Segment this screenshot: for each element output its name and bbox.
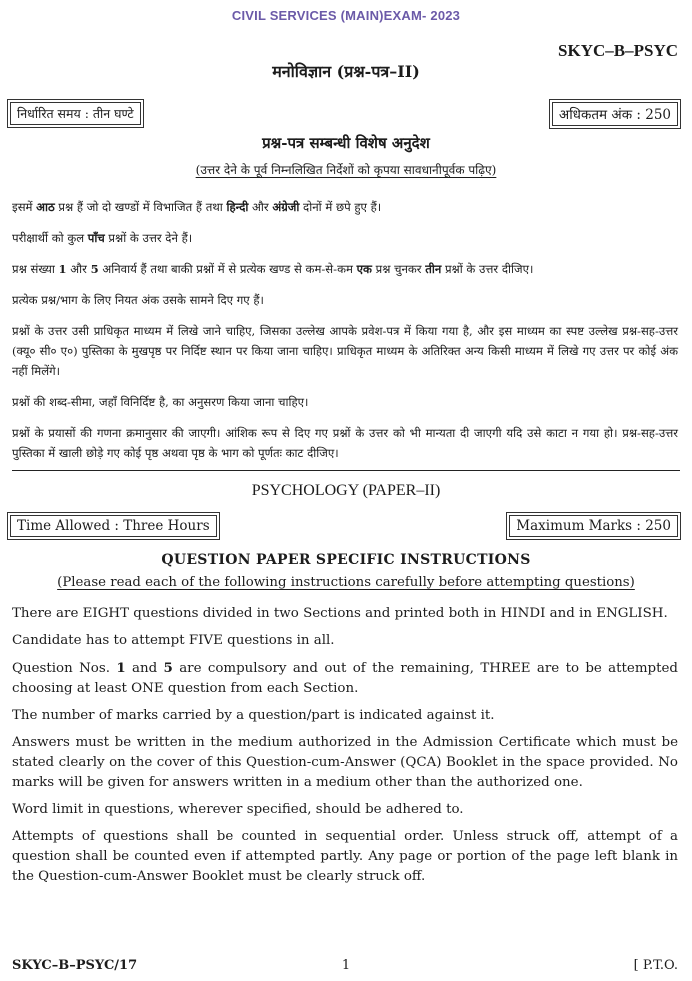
english-time-allowed-box: Time Allowed : Three Hours [10, 515, 217, 537]
hindi-instruction-3: प्रश्न संख्या 1 और 5 अनिवार्य हैं तथा बाकी प्रश्नों में से प्रत्येक खण्ड से कम-से-कम एक प्रश्न चुनकर तीन प्रश्नों के उत्तर दीजिए। [12, 262, 534, 276]
english-instruction-6: Word limit in questions, wherever specified, should be adhered to. [12, 802, 464, 817]
hindi-instructions-subheading: (उत्तर देने के पूर्व निम्नलिखित निर्देशों को कृपया सावधानीपूर्वक पढ़िए) [195, 163, 497, 177]
english-subject-title: PSYCHOLOGY (PAPER–II) [251, 482, 441, 499]
english-instruction-1: There are EIGHT questions divided in two Sections and printed both in HINDI and in ENGLISH. [12, 606, 668, 621]
section-divider [12, 470, 680, 471]
hindi-instruction-2: परीक्षार्थी को कुल पाँच प्रश्नों के उत्तर देने हैं। [12, 231, 193, 245]
english-instruction-7: Attempts of questions shall be counted in sequential order. Unless struck off, attempt of a question shall be counted even if attempted partly. Any page or portion of the page left blank in the Question-cum-Answer Booklet must be clearly struck off. [12, 829, 678, 884]
english-instruction-4: The number of marks carried by a question/part is indicated against it. [12, 708, 495, 723]
hindi-time-allowed-box: निर्धारित समय : तीन घण्टे [10, 102, 141, 125]
exam-title: CIVIL SERVICES (MAIN)EXAM- 2023 [231, 8, 461, 23]
english-instruction-3: Question Nos. 1 and 5 are compulsory and out of the remaining, THREE are to be attempted choosing at least ONE question from each Section. [12, 660, 678, 696]
hindi-max-marks-box: अधिकतम अंक : 250 [552, 102, 678, 126]
english-instruction-5: Answers must be written in the medium authorized in the Admission Certificate which must be stated clearly on the cover of this Question-cum-Answer (QCA) Booklet in the space provided. No marks will be given for answers written in a medium other than the authorized one. [12, 735, 678, 790]
hindi-instruction-4: प्रत्येक प्रश्न/भाग के लिए नियत अंक उसके सामने दिए गए हैं। [12, 293, 264, 307]
page-number: 1 [341, 958, 351, 973]
hindi-instruction-1: इसमें आठ प्रश्न हैं जो दो खण्डों में विभाजित हैं तथा हिन्दी और अंग्रेजी दोनों में छपे हुए हैं। [12, 200, 382, 214]
english-instructions-list [12, 604, 678, 894]
hindi-subject-title: मनोविज्ञान (प्रश्न-पत्र–II) [272, 62, 420, 81]
english-max-marks-box: Maximum Marks : 250 [509, 515, 678, 537]
english-instruction-2: Candidate has to attempt FIVE questions in all. [12, 633, 335, 648]
english-instructions-heading: QUESTION PAPER SPECIFIC INSTRUCTIONS [161, 552, 531, 568]
paper-code: SKYC–B–PSYC [558, 41, 678, 60]
please-turn-over: [ P.T.O. [633, 958, 678, 973]
footer-paper-code: SKYC–B–PSYC/17 [12, 958, 138, 973]
english-instructions-subheading: (Please read each of the following instructions carefully before attempting questions) [57, 575, 635, 590]
hindi-instruction-6: प्रश्नों की शब्द-सीमा, जहाँ विनिर्दिष्ट है, का अनुसरण किया जाना चाहिए। [12, 395, 309, 409]
hindi-instruction-7: प्रश्नों के प्रयासों की गणना क्रमानुसार की जाएगी। आंशिक रूप से दिए गए प्रश्नों के उत्तर को भी मान्यता दी जाएगी यदि उसे काटा न गया हो। प्रश्न-सह-उत्तर पुस्तिका में खाली छोड़े गए कोई पृष्ठ अथवा पृष्ठ के भाग को पूर्णतः काट दीजिए। [12, 426, 678, 460]
hindi-instruction-5: प्रश्नों के उत्तर उसी प्राधिकृत माध्यम में लिखे जाने चाहिए, जिसका उल्लेख आपके प्रवेश-पत्र में किया गया है, और इस माध्यम का स्पष्ट उल्लेख प्रश्न-सह-उत्तर (क्यू० सी० ए०) पुस्तिका के मुखपृष्ठ पर निर्दिष्ट स्थान पर किया जाना चाहिए। प्राधिकृत माध्यम के अतिरिक्त अन्य किसी माध्यम में लिखे गए उत्तर पर कोई अंक नहीं मिलेंगे। [12, 324, 678, 378]
hindi-instructions-list [12, 197, 678, 474]
hindi-instructions-heading: प्रश्न-पत्र सम्बन्धी विशेष अनुदेश [262, 134, 430, 152]
